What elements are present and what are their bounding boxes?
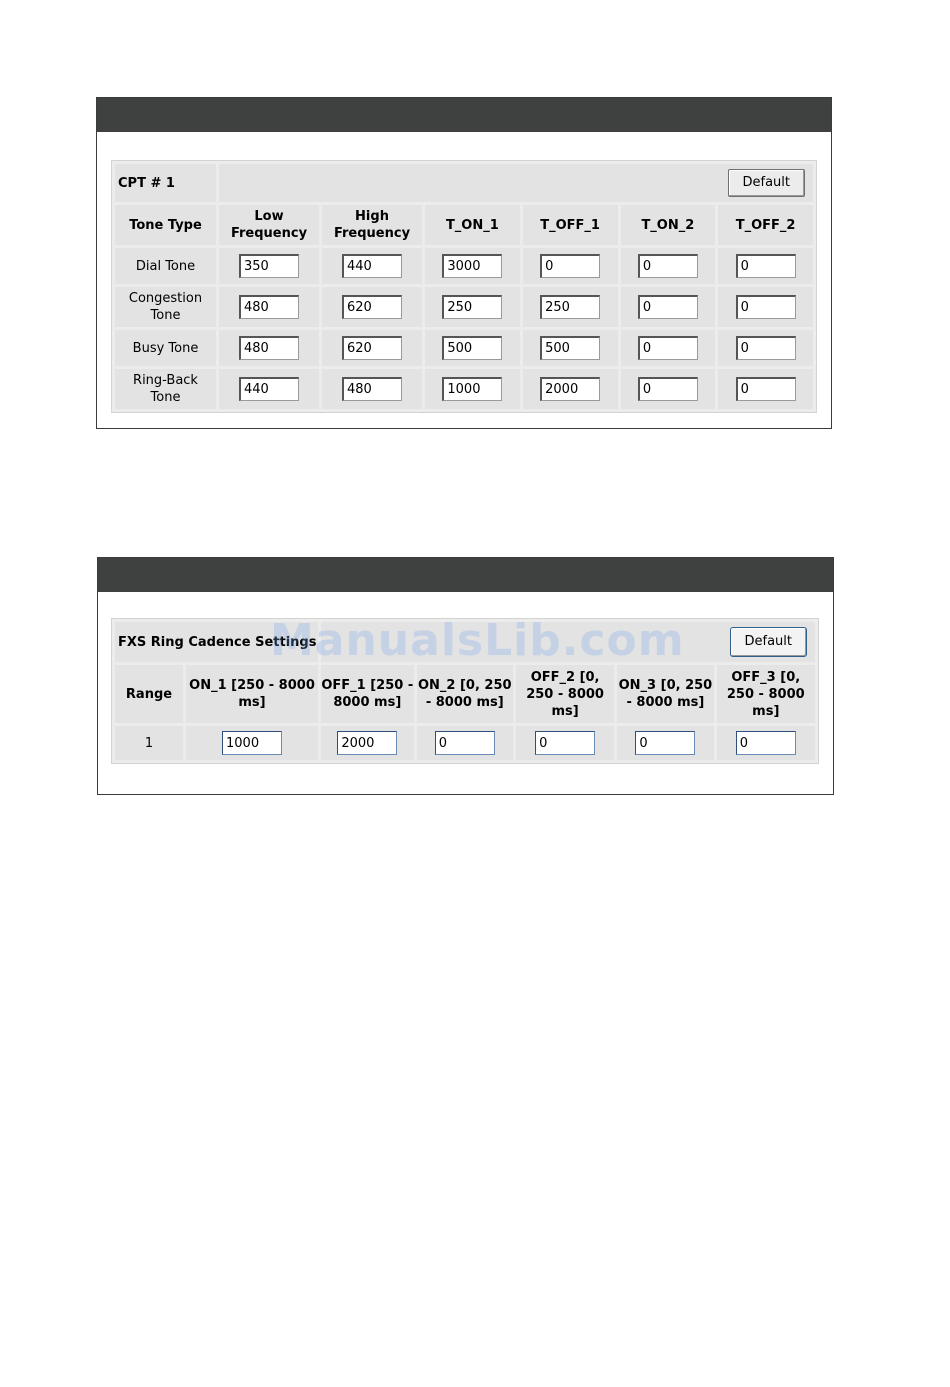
cpt-header-low-frequency: Low Frequency	[219, 205, 319, 245]
dial-tone-t-off-2-input[interactable]	[736, 254, 796, 278]
fxs-default-cell	[321, 622, 815, 662]
table-row	[115, 287, 813, 327]
ring-back-tone-t-off-2-input[interactable]	[736, 377, 796, 401]
table-row	[115, 248, 813, 284]
ring-back-tone-low-frequency-input[interactable]	[239, 377, 299, 401]
fxs-range-label: 1	[115, 726, 183, 760]
fxs-header-on-3: ON_3 [0, 250 - 8000 ms]	[617, 665, 713, 723]
watermark: ManualsLib.com	[270, 615, 685, 666]
fxs-header-off-3: OFF_3 [0, 250 - 8000 ms]	[717, 665, 815, 723]
fxs-panel-header	[98, 558, 833, 592]
busy-tone-t-off-1-input[interactable]	[540, 336, 600, 360]
cpt-header-t-on-1: T_ON_1	[425, 205, 520, 245]
fxs-on-1-input[interactable]	[222, 731, 282, 755]
cpt-row-label: Ring-Back Tone	[115, 369, 216, 409]
fxs-off-1-input[interactable]	[337, 731, 397, 755]
ring-back-tone-t-on-2-input[interactable]	[638, 377, 698, 401]
cpt-header-high-frequency: High Frequency	[322, 205, 422, 245]
ring-back-tone-t-off-1-input[interactable]	[540, 377, 600, 401]
fxs-header-off-2: OFF_2 [0, 250 - 8000 ms]	[516, 665, 614, 723]
cpt-row-label: Busy Tone	[115, 330, 216, 366]
congestion-tone-t-on-2-input[interactable]	[638, 295, 698, 319]
table-row	[115, 726, 815, 760]
cpt-default-button[interactable]: Default	[728, 169, 806, 197]
cpt-default-cell	[219, 164, 813, 202]
cpt-header-t-off-1: T_OFF_1	[523, 205, 618, 245]
busy-tone-t-off-2-input[interactable]	[736, 336, 796, 360]
fxs-title: FXS Ring Cadence Settings	[115, 622, 318, 662]
fxs-header-on-1: ON_1 [250 - 8000 ms]	[186, 665, 318, 723]
fxs-off-3-input[interactable]	[736, 731, 796, 755]
ring-back-tone-high-frequency-input[interactable]	[342, 377, 402, 401]
congestion-tone-high-frequency-input[interactable]	[342, 295, 402, 319]
fxs-default-button[interactable]: Default	[730, 627, 808, 657]
cpt-panel	[96, 97, 832, 429]
dial-tone-t-off-1-input[interactable]	[540, 254, 600, 278]
busy-tone-t-on-1-input[interactable]	[442, 336, 502, 360]
cpt-title: CPT # 1	[115, 164, 216, 202]
busy-tone-t-on-2-input[interactable]	[638, 336, 698, 360]
dial-tone-t-on-1-input[interactable]	[442, 254, 502, 278]
fxs-off-2-input[interactable]	[535, 731, 595, 755]
dial-tone-high-frequency-input[interactable]	[342, 254, 402, 278]
congestion-tone-t-off-2-input[interactable]	[736, 295, 796, 319]
fxs-header-off-1: OFF_1 [250 - 8000 ms]	[321, 665, 414, 723]
fxs-panel	[97, 557, 834, 795]
fxs-header-range: Range	[115, 665, 183, 723]
dial-tone-low-frequency-input[interactable]	[239, 254, 299, 278]
busy-tone-low-frequency-input[interactable]	[239, 336, 299, 360]
fxs-table	[111, 618, 819, 764]
cpt-row-label: Congestion Tone	[115, 287, 216, 327]
cpt-header-t-on-2: T_ON_2	[621, 205, 716, 245]
fxs-header-on-2: ON_2 [0, 250 - 8000 ms]	[417, 665, 513, 723]
cpt-row-label: Dial Tone	[115, 248, 216, 284]
fxs-on-3-input[interactable]	[635, 731, 695, 755]
congestion-tone-low-frequency-input[interactable]	[239, 295, 299, 319]
busy-tone-high-frequency-input[interactable]	[342, 336, 402, 360]
cpt-table	[111, 160, 817, 413]
congestion-tone-t-on-1-input[interactable]	[442, 295, 502, 319]
cpt-panel-header	[97, 98, 831, 132]
cpt-header-t-off-2: T_OFF_2	[718, 205, 813, 245]
dial-tone-t-on-2-input[interactable]	[638, 254, 698, 278]
table-row	[115, 330, 813, 366]
table-row	[115, 369, 813, 409]
cpt-header-tone-type: Tone Type	[115, 205, 216, 245]
ring-back-tone-t-on-1-input[interactable]	[442, 377, 502, 401]
congestion-tone-t-off-1-input[interactable]	[540, 295, 600, 319]
fxs-on-2-input[interactable]	[435, 731, 495, 755]
